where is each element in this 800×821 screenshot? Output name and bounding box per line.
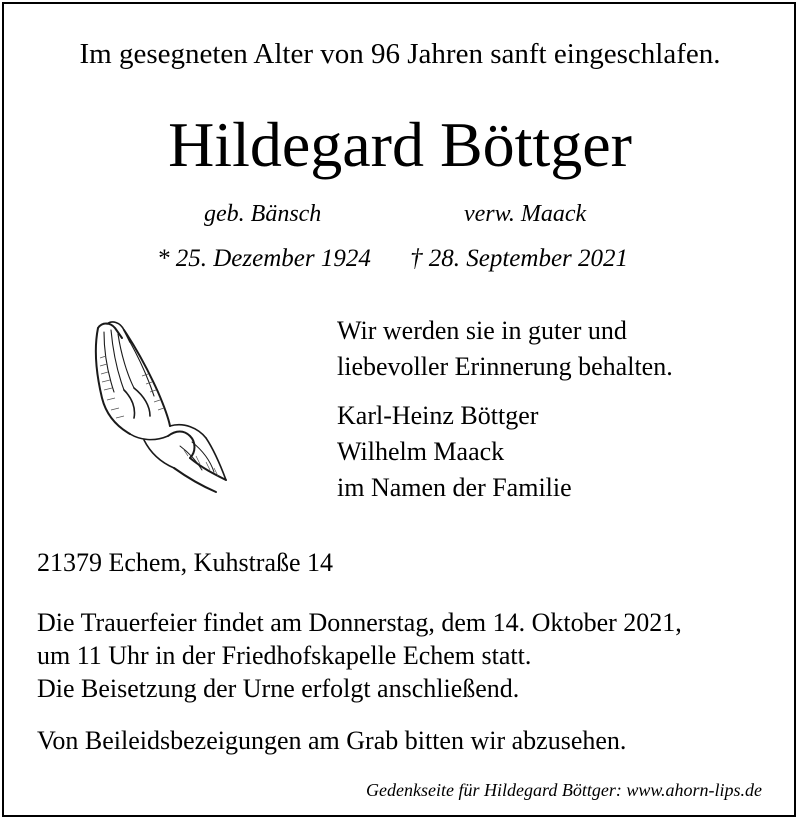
birth-name: geb. Bänsch — [204, 201, 322, 227]
remembrance-line-2: liebevoller Erinnerung behalten. — [337, 352, 673, 381]
condolence-request: Von Beileidsbezeigungen am Grab bitten wir abzusehen. — [37, 726, 627, 755]
mourner-2: Wilhelm Maack — [337, 437, 505, 466]
memorial-page-link[interactable]: Gedenkseite für Hildegard Böttger: www.ahorn-lips.de — [366, 780, 762, 800]
mourner-3: im Namen der Familie — [337, 473, 572, 502]
address: 21379 Echem, Kuhstraße 14 — [37, 548, 334, 577]
death-date: † 28. September 2021 — [410, 245, 629, 272]
praying-hands-icon — [84, 318, 234, 496]
mourner-1: Karl-Heinz Böttger — [337, 401, 539, 430]
ceremony-line-2: um 11 Uhr in der Friedhofskapelle Echem statt. — [37, 641, 532, 670]
ceremony-line-1: Die Trauerfeier findet am Donnerstag, dem 14. Oktober 2021, — [37, 608, 682, 637]
married-name: verw. Maack — [464, 201, 587, 227]
intro-text: Im gesegneten Alter von 96 Jahren sanft eingeschlafen. — [79, 38, 721, 70]
remembrance-line-1: Wir werden sie in guter und — [337, 316, 627, 345]
deceased-name: Hildegard Böttger — [168, 109, 632, 180]
birth-date: * 25. Dezember 1924 — [157, 245, 371, 272]
ceremony-line-3: Die Beisetzung der Urne erfolgt anschließend. — [37, 674, 520, 703]
